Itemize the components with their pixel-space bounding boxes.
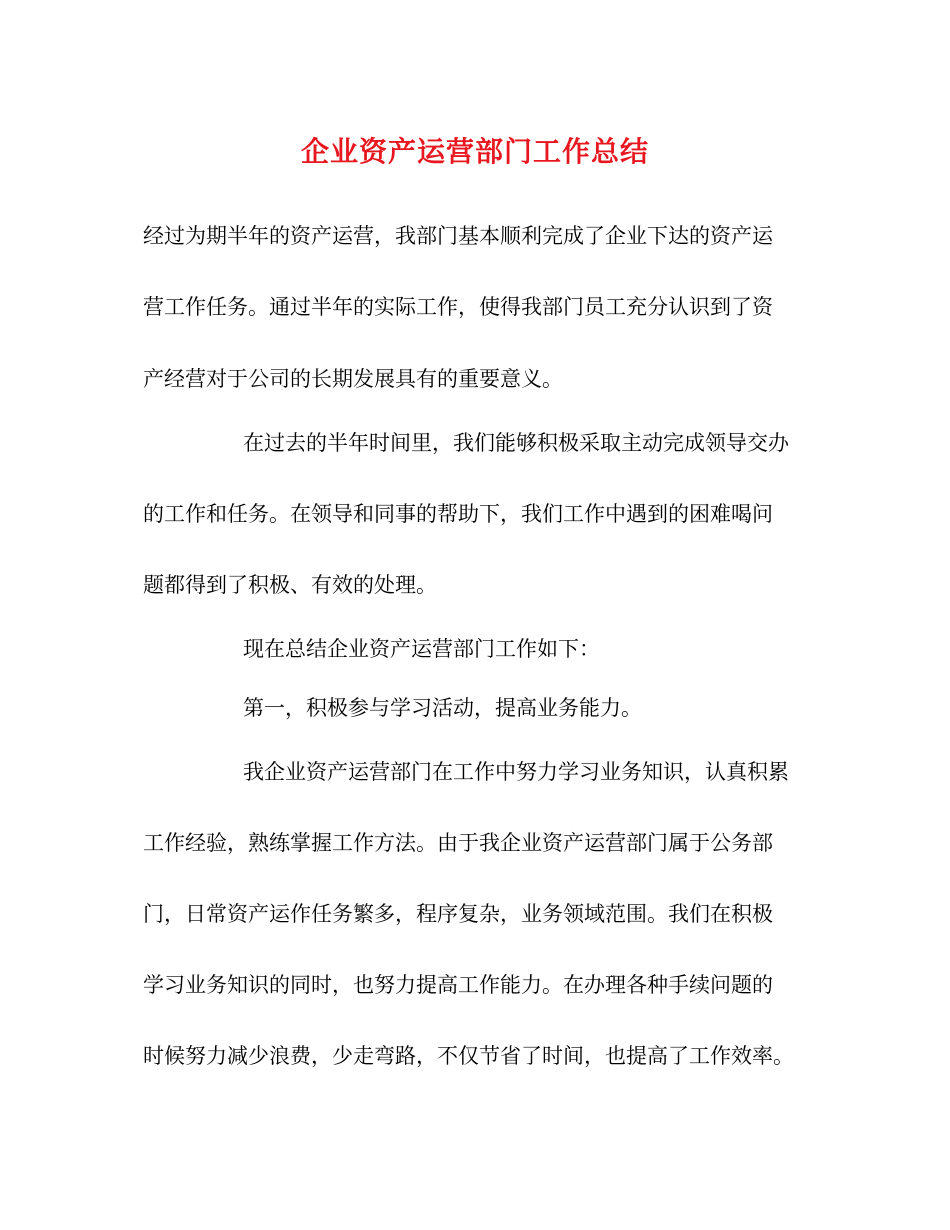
document-title: 企业资产运营部门工作总结 <box>300 135 649 168</box>
paragraph-3-line-1: 现在总结企业资产运营部门工作如下： <box>243 637 600 661</box>
paragraph-5-line-4: 学习业务知识的同时，也努力提高工作能力。在办理各种手续问题的 <box>143 973 773 997</box>
paragraph-5-line-1: 我企业资产运营部门在工作中努力学习业务知识，认真积累 <box>243 760 789 784</box>
paragraph-5-line-5: 时候努力减少浪费，少走弯路，不仅节省了时间，也提高了工作效率。 <box>143 1044 794 1068</box>
paragraph-2-line-3: 题都得到了积极、有效的处理。 <box>143 573 437 597</box>
paragraph-1-line-1: 经过为期半年的资产运营，我部门基本顺利完成了企业下达的资产运 <box>143 224 773 248</box>
paragraph-4-line-1: 第一，积极参与学习活动，提高业务能力。 <box>243 696 642 720</box>
paragraph-5-line-2: 工作经验，熟练掌握工作方法。由于我企业资产运营部门属于公务部 <box>143 831 773 855</box>
paragraph-1-line-2: 营工作任务。通过半年的实际工作，使得我部门员工充分认识到了资 <box>143 295 773 319</box>
paragraph-2-line-1: 在过去的半年时间里，我们能够积极采取主动完成领导交办 <box>243 431 789 455</box>
paragraph-1-line-3: 产经营对于公司的长期发展具有的重要意义。 <box>143 367 563 391</box>
paragraph-2-line-2: 的工作和任务。在领导和同事的帮助下，我们工作中遇到的困难喝问 <box>143 502 773 526</box>
paragraph-5-line-3: 门，日常资产运作任务繁多，程序复杂，业务领域范围。我们在积极 <box>143 902 773 926</box>
